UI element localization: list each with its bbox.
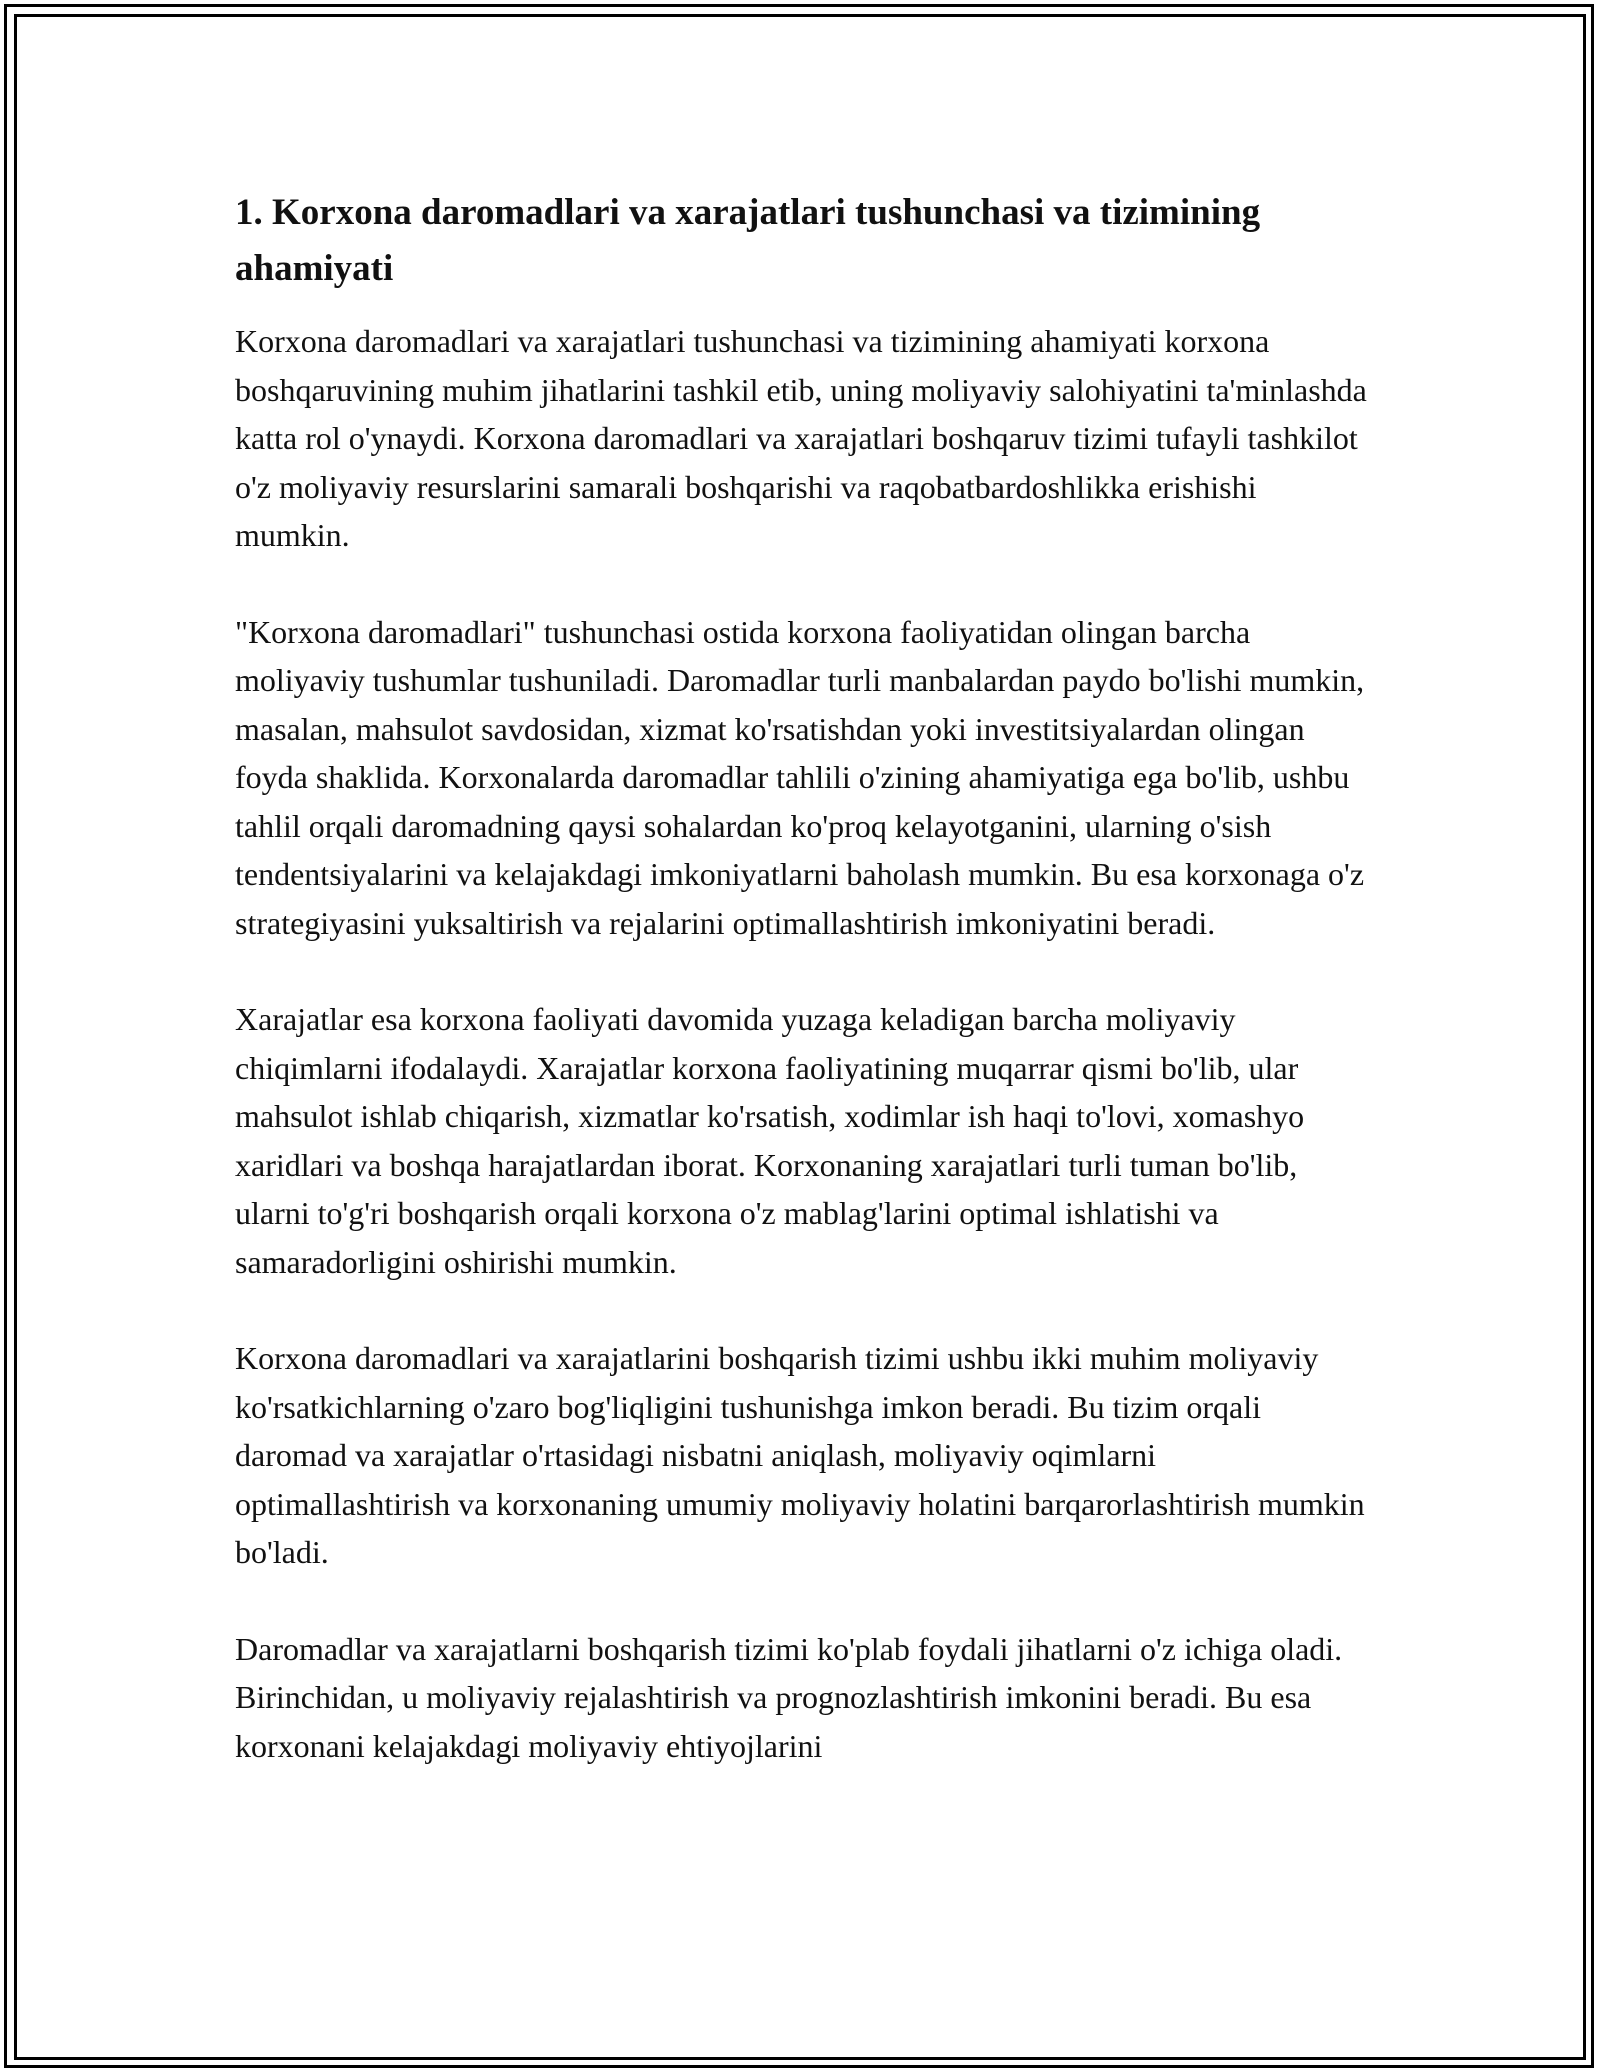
paragraph-intro: Korxona daromadlari va xarajatlari tushunchasi va tizimining ahamiyati korxona boshqaruvining muhim jihatlarini tashkil etib, uning moliyaviy salohiyatini ta'minlashda katta rol o'ynaydi. Korxona daromadlari va xarajatlari boshqaruv tizimi tufayli tashkilot o'z moliyaviy resurslarini samarali boshqarishi va raqobatbardoshlikka erishishi mumkin. [235, 323, 1367, 553]
paragraph-expenses: Xarajatlar esa korxona faoliyati davomida yuzaga keladigan barcha moliyaviy chiqimlarni ifodalaydi. Xarajatlar korxona faoliyatining muqarrar qismi bo'lib, ular mahsulot ishlab chiqarish, xizmatlar ko'rsatish, xodimlar ish haqi to'lovi, xomashyo xaridlari va boshqa harajatlardan iborat. Korxonaning xarajatlari turli tuman bo'lib, ularni to'g'ri boshqarish orqali korxona o'z mablag'larini optimal ishlatishi va samaradorligini oshirishi mumkin. [235, 1001, 1305, 1280]
paragraph-benefits: Daromadlar va xarajatlarni boshqarish tizimi ko'plab foydali jihatlarni o'z ichiga oladi. Birinchidan, u moliyaviy rejalashtirish va prognozlashtirish imkonini beradi. Bu esa korxonani kelajakdagi moliyaviy ehtiyojlarini [235, 1630, 1343, 1764]
paragraph-management-system: Korxona daromadlari va xarajatlarini boshqarish tizimi ushbu ikki muhim moliyaviy ko'rsatkichlarning o'zaro bog'liqligini tushunishga imkon beradi. Bu tizim orqali daromad va xarajatlar o'rtasidagi nisbatni aniqlash, moliyaviy oqimlarni optimallashtirish va korxonaning umumiy moliyaviy holatini barqarorlashtirish mumkin bo'ladi. [235, 1340, 1365, 1570]
document-body [235, 185, 1370, 1770]
paragraph-income: "Korxona daromadlari" tushunchasi ostida korxona faoliyatidan olingan barcha moliyaviy tushumlar tushuniladi. Daromadlar turli manbalardan paydo bo'lishi mumkin, masalan, mahsulot savdosidan, xizmat ko'rsatishdan yoki investitsiyalardan olingan foyda shaklida. Korxonalarda daromadlar tahlili o'zining ahamiyatiga ega bo'lib, ushbu tahlil orqali daromadning qaysi sohalardan ko'proq kelayotganini, ularning o'sish tendentsiyalarini va kelajakdagi imkoniyatlarni baholash mumkin. Bu esa korxonaga o'z strategiyasini yuksaltirish va rejalarini optimallashtirish imkoniyatini beradi. [235, 613, 1365, 941]
section-heading: 1. Korxona daromadlari va xarajatlari tushunchasi va tizimining ahamiyati [235, 192, 1261, 289]
